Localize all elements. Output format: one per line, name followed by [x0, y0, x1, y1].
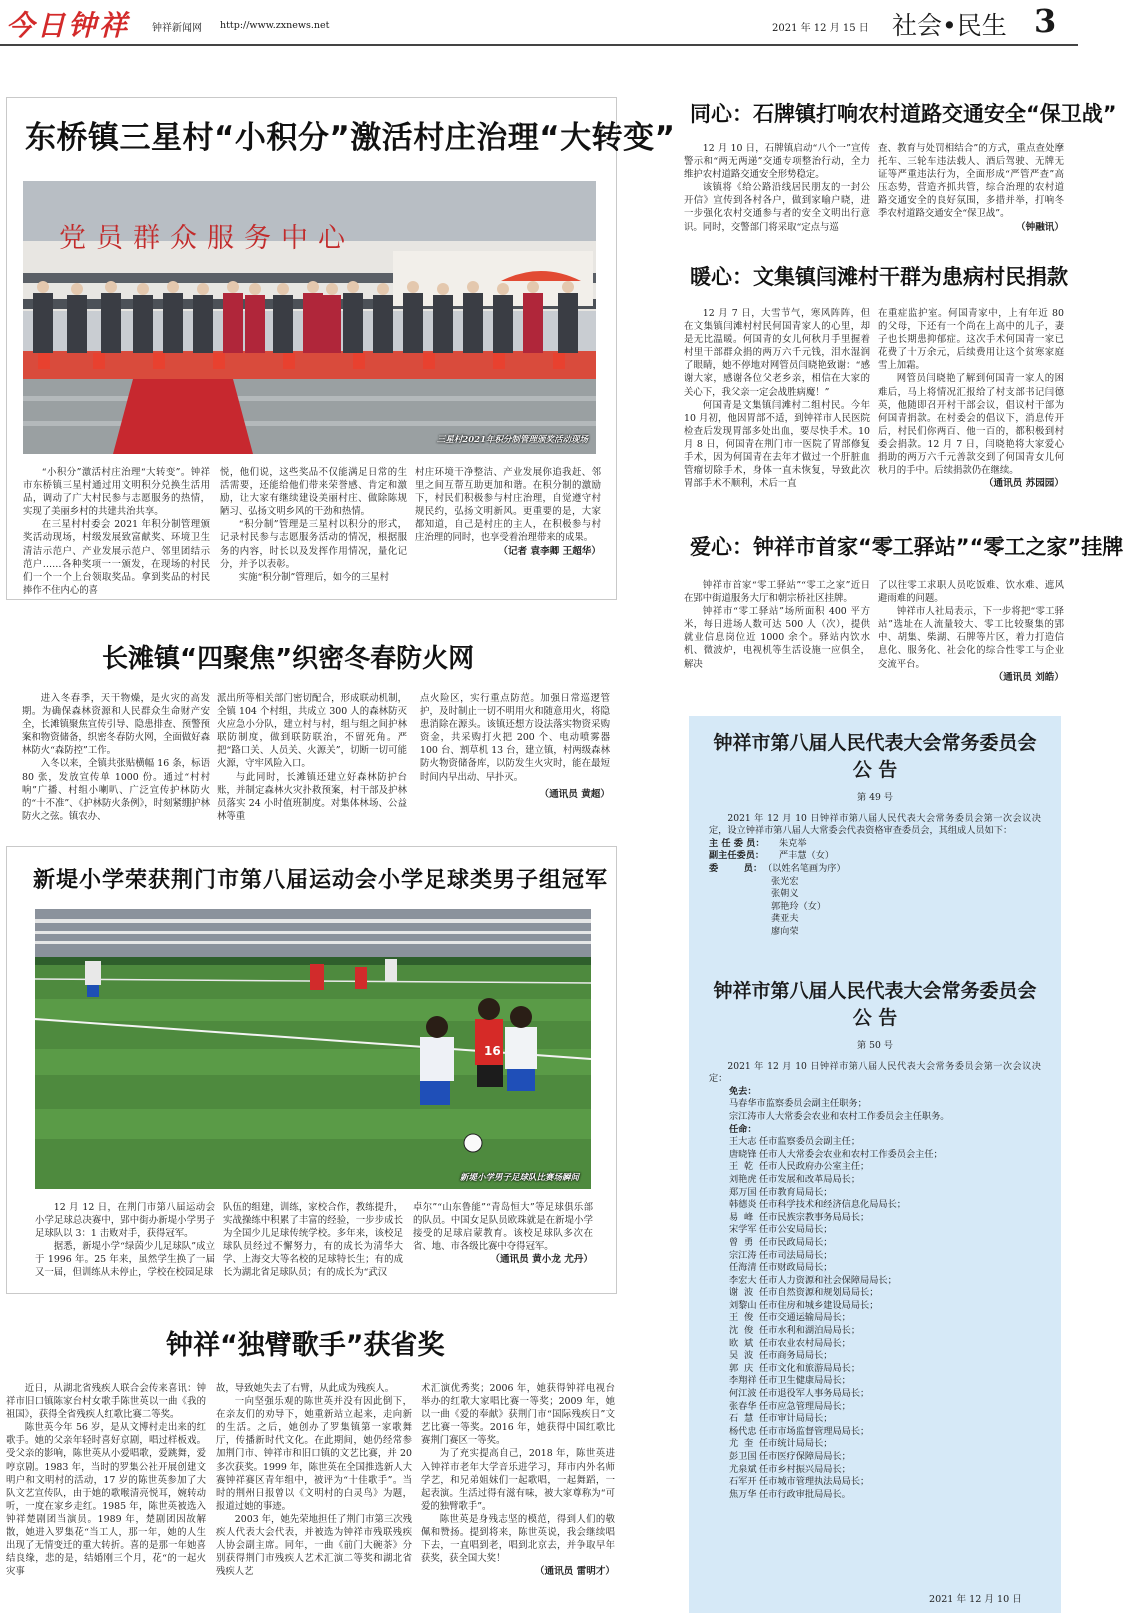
article-col-2 — [223, 1201, 403, 1283]
article-col-3 — [420, 692, 610, 810]
role-name: 朱克举 — [779, 837, 807, 849]
paragraph: 为了充实提高自己，2018 年，陈世英进入钟祥市老年大学音乐进学习，拜市内外名师学艺，和兄弟姐妹们一起歌唱，一起舞蹈，一起表演。生活过得有滋有味，被大家尊称为“可爱的独臂歌手”。 — [421, 1448, 615, 1512]
paragraph: 入冬以来，全镇共张贴横幅 16 条，标语 80 张，发放宣传单 1000 份。通过“村村响”广播、村组小喇叭、广泛宣传护林防火的“十不准”、《护林防火条例》，时刻紧绷护林防火之弦。镇农办、 — [22, 758, 210, 822]
appointment-row — [729, 1149, 1041, 1162]
appointment-row — [729, 1224, 1041, 1237]
appointee-name: 唐晓锋 — [729, 1148, 757, 1160]
appointment-row — [729, 1489, 1041, 1502]
page-number: 3 — [1034, 2, 1057, 40]
appointment-row — [729, 1161, 1041, 1174]
member-name: 张朝义 — [771, 888, 799, 900]
member-name: 张光宏 — [771, 875, 799, 887]
official-notices-panel — [689, 716, 1061, 1613]
role-name: 严丰慧（女） — [779, 850, 835, 862]
appointee-name: 任海清 — [729, 1262, 757, 1274]
appointment-row — [729, 1476, 1041, 1489]
article-col-2 — [878, 579, 1064, 681]
appointee-name: 李翔祥 — [729, 1375, 757, 1387]
notice-body: 2021 年 12 月 10 日钟祥市第八届人民代表大会常务委员会第一次会议决定： — [709, 1060, 1041, 1085]
appointee-name: 焦万华 — [729, 1488, 757, 1500]
removal-item: 宗江涛市人大常委会农业和农村工作委员会主任职务。 — [729, 1110, 950, 1122]
appointment-row — [729, 1300, 1041, 1313]
appointment-row — [729, 1413, 1041, 1426]
section-name: 社会•民生 — [892, 11, 1007, 40]
appointment-row — [729, 1287, 1041, 1300]
award-ceremony-image — [23, 181, 596, 454]
paragraph: 与此同时，长滩镇还建立好森林防护台账，并制定森林火灾扑救预案，村干部及护林员落实 24 小时值班制度。对集体林场、公益林等重 — [217, 771, 407, 822]
role-row — [709, 863, 1041, 876]
byline: （通讯员 黄超） — [539, 788, 610, 800]
paragraph: 陈世英今年 56 岁，是从文博村走出来的红歌手。她的父亲年轻时喜好京剧，唱过样板戏。受父亲的影响，陈世英从小爱唱歌，爱跳舞，爱哼京剧。1983 年，当时的罗集公社开展创建文明户和文明村的活动，17 岁的陈世英参加了大队文艺宣传队，由于她的歌喉清亮悦耳，婉转动听，一度在家乡走红。1985 年，陈世英被选入钟祥楚剧团当演员。1989 年，楚剧团因故解散，她进入罗集花“当工人，那一年，她的人生出现了无情变迁的重大转折。喜的是那一年她喜结良缘，悲的是，结婚刚三个月，花“的一起火灾事 — [6, 1422, 206, 1578]
jersey-number: 16 — [484, 1044, 501, 1058]
paragraph: 12 月 12 日，在荆门市第八届运动会小学足球总决赛中，郢中街办新堤小学男子足球队以 3：1 击败对手，获得冠军。 — [35, 1202, 215, 1240]
notice-body: 2021 年 12 月 10 日钟祥市第八届人民代表大会常务委员会第一次会议决定，设立钟祥市第八届人大常委会代表资格审查委员会，其组成人员如下： — [709, 812, 1041, 837]
appointee-name: 欧 斌 — [729, 1337, 754, 1349]
appointee-position: 任市市场监督管理局局长； — [759, 1425, 870, 1437]
paragraph: 卓尔”“山东鲁能”“青岛恒大”等足球俱乐部的队员。中国女足队员欧珠就是在新堤小学接受的足球启蒙教育。该校足球队多次在省、地、市各级比赛中夺得冠军。 — [413, 1202, 593, 1253]
appointment-row — [729, 1262, 1041, 1275]
appointment-row — [729, 1212, 1041, 1225]
appointee-position: 任市科学技术和经济信息化局局长； — [759, 1199, 906, 1211]
appointee-name: 尤泉斌 — [729, 1463, 757, 1475]
appointment-row — [729, 1312, 1041, 1325]
paragraph: 术汇演优秀奖；2006 年，她获得钟祥电视台举办的红歌大家唱比赛一等奖；2009 年，她以一曲《爱的奉献》获荆门市“国际残疾日”文艺比赛一等奖。2016 年，她获得中国红歌比赛荆门赛区一等奖。 — [421, 1383, 615, 1447]
byline: （通讯员 苏园园） — [983, 478, 1064, 490]
role-label: 委 员： — [709, 862, 763, 874]
appointment-row — [729, 1375, 1041, 1388]
paragraph: 在重症监护室。何国青家中，上有年近 80 的父母，下还有一个尚在上高中的儿子，妻子也长期患抑郁症。这次手术何国青一家已花费了十万余元，后续费用让这个贫寒家庭雪上加霜。 — [878, 308, 1064, 372]
appointee-name: 刘艳虎 — [729, 1173, 757, 1185]
appointee-position: 任市自然资源和规划局局长； — [759, 1287, 879, 1299]
appointee-name: 石军开 — [729, 1476, 757, 1488]
appointee-position: 任市文化和旅游局局长； — [759, 1362, 861, 1374]
appointment-row — [729, 1350, 1041, 1363]
appointee-name: 石 慧 — [729, 1413, 754, 1425]
notice-title: 钟祥市第八届人民代表大会常务委员会 — [713, 980, 1037, 1002]
appointee-name: 李宏大 — [729, 1274, 757, 1286]
appointee-position: 任市审计局局长； — [759, 1413, 833, 1425]
appointee-name: 刘黎山 — [729, 1299, 757, 1311]
paragraph: “小积分”激活村庄治理“大转变”。钟祥市东桥镇三星村通过用文明积分兑换生活用品，调动了广大村民参与志愿服务的热情，实现了美丽乡村的共建共治共享。 — [23, 467, 210, 518]
article-col-2 — [217, 692, 407, 822]
article-col-3 — [415, 466, 601, 584]
appointment-row — [729, 1464, 1041, 1477]
byline: （通讯员 黄小龙 尤丹） — [490, 1254, 593, 1266]
paragraph: 2003 年，她先荣地担任了荆门市第三次残疾人代表大会代表，并被选为钟祥市残联残疾人协会副主席。同年，一曲《前门大碗茶》分别获得荆门市残疾人艺术汇演二等奖和湖北省残疾人艺 — [216, 1513, 412, 1578]
appointee-position: 任市卫生健康局局长； — [759, 1375, 851, 1387]
appointee-name: 王 俊 — [729, 1312, 754, 1324]
appointee-position: 任市水利和湖泊局局长； — [759, 1325, 861, 1337]
paragraph: 钟祥市“零工驿站”场所面积 400 平方米，每日进场人数可达 500 人（次），提供就业信息岗位近 1000 余个。驿站内饮水机、微波炉，电视机等生活设施一应俱全，解决 — [684, 606, 870, 670]
appointee-name: 宗江涛 — [729, 1249, 757, 1261]
appoint-label: 任命： — [729, 1123, 757, 1135]
appointment-row — [729, 1136, 1041, 1149]
notice-49 — [689, 730, 1061, 939]
appointment-row — [729, 1363, 1041, 1376]
paragraph: 点火险区，实行重点防范。加强日常巡逻管护，及时制止一切不明用火和随意用火，将隐患消除在源头。该镇还想方设法落实物资采购资金，共采购打火把 200 个、电动喷雾器 100 台、割草机 13 台，建立镇，村两级森林防火物资储备库，以防发生火灾时，能在最短时间内早出动、早扑灭。 — [420, 693, 610, 783]
article-sanxing-village — [6, 97, 676, 600]
appointee-position: 任市行政审批局局长。 — [759, 1488, 851, 1500]
byline: （钟融讯） — [1016, 221, 1064, 233]
article-onearm-singer — [6, 1310, 617, 1620]
paragraph: 何国青是文集镇闫滩村二组村民。今年 10 月初，他因胃部不适，到钟祥市人民医院检查后发现胃部多处出血，要尽快手术。10 月 8 日，何国青在荆门市一医院了胃部修复手术，因为何国青在去年才做过一个肝脏血管瘤切除手术，身体一直未恢复，导致此次胃部手术不顺利，术后一直 — [684, 399, 870, 490]
appointee-position: 任市人力资源和社会保障局局长； — [759, 1274, 897, 1286]
paragraph: 12 月 7 日，大雪节气，寒风阵阵，但在文集镇闫滩村村民何国青家人的心里，却是无比温暖。何国青的女儿何秋月手里握着村里干部群众捐的两万六千元钱，泪水湿润了眼睛，她不停地对网管员闫晓艳致谢：“感谢大家，感谢各位父老乡亲，相信在大家的关心下，我父亲一定会战胜病魔！” — [684, 308, 870, 398]
appointment-row — [729, 1275, 1041, 1288]
byline: （记者 袁李卿 王超华） — [498, 545, 601, 557]
appointee-position: 任市财政局局长； — [759, 1262, 833, 1274]
member-name: 龚亚夫 — [771, 913, 799, 925]
appointee-position: 任市民政局局长； — [759, 1236, 833, 1248]
appointment-row — [729, 1187, 1041, 1200]
paragraph: 进入冬春季，天干物燥，是火灾的高发期。为确保森林资源和人民群众生命财产安全，长滩镇聚焦宣传引导、隐患排查、预警预案和物资储备，织密冬春防火网，全面做好森林防火“森防控”工作。 — [22, 693, 210, 757]
issue-date: 2021 年 12 月 15 日 — [772, 23, 869, 34]
appointee-position: 任市人大常委会农业和农村工作委员会主任； — [759, 1148, 943, 1160]
appointee-position: 任市民族宗教事务局局长； — [759, 1211, 870, 1223]
appointee-position: 任市退役军人事务局局长； — [759, 1388, 870, 1400]
notice-50 — [689, 978, 1061, 1501]
appointee-position: 任市住房和城乡建设局局长； — [759, 1299, 879, 1311]
notice-subtitle: 公 告 — [852, 1007, 898, 1029]
building-banner-text: 党员群众服务中心 — [59, 223, 355, 254]
appointee-position: 任市医疗保障局局长； — [759, 1451, 851, 1462]
notice-date: 2021 年 12 月 10 日 — [929, 1594, 1022, 1605]
paragraph: 村庄环境干净整洁、产业发展你追我赶、邻里之间互帮互助更加和谐。在积分制的激励下，村民们积极参与村庄治理，自觉遵守村规民约，弘扬文明新风。更重要的是，大家都知道，自己是村庄的主人，在积极参与村庄治理的同时，也享受着治理带来的成果。 — [415, 467, 601, 544]
article-col-2 — [878, 307, 1064, 507]
article-col-2 — [216, 1382, 412, 1618]
article-col-1 — [684, 307, 870, 507]
appointee-name: 沈 俊 — [729, 1325, 754, 1337]
paragraph: 悦，他们说，这些奖品不仅能满足日常的生活需要，还能给他们带来荣誉感、肯定和激励，让大家有继续建设美丽村庄、做除陈规陋习、弘扬文明乡风的干劲和热情。 — [220, 467, 407, 518]
appointee-name: 王 乾 — [729, 1161, 754, 1173]
member-name: 郭艳玲（女） — [771, 900, 827, 912]
appointee-name: 杨代忠 — [729, 1425, 757, 1437]
paragraph: 钟祥市人社局表示，下一步将把“零工驿站”选址在人流量较大、零工比较聚集的郢中、胡集、柴湖、石牌等片区，着力打造信息化、服务化、社会化的综合性零工与企业交流平台。 — [878, 606, 1064, 670]
appointee-name: 郑万国 — [729, 1186, 757, 1198]
appointee-name: 曾 勇 — [729, 1236, 754, 1248]
article-title: 钟祥“独臂歌手”获省奖 — [166, 1330, 445, 1361]
appointee-position: 任市农业农村局局长； — [759, 1337, 851, 1349]
paragraph: 陈世英是身残志坚的模范，得到人们的敬佩和赞扬。提到将来，陈世英说，我会继续唱下去，一直唱到老，唱到北京去，并争取早年获奖，获全国大奖！ — [421, 1513, 615, 1565]
appointee-name: 宋学军 — [729, 1224, 757, 1236]
article-col-1 — [684, 579, 870, 681]
football-match-image — [35, 909, 591, 1189]
notice-number: 第 49 号 — [857, 792, 893, 803]
byline: （通讯员 刘皓） — [993, 671, 1064, 683]
role-row — [709, 850, 1041, 863]
appointee-position: 任市监察委员会副主任； — [759, 1136, 861, 1148]
appointment-row — [729, 1174, 1041, 1187]
article-col-1 — [22, 692, 210, 822]
appointee-position: 任市人民政府办公室主任； — [759, 1161, 870, 1173]
committee-roles — [709, 838, 1041, 939]
appointee-position: 任市交通运输局局长； — [759, 1312, 851, 1324]
removal-item: 马春华市监察委员会副主任职务； — [729, 1098, 867, 1110]
notice-subtitle: 公 告 — [852, 759, 898, 781]
appointment-row — [729, 1451, 1041, 1464]
paragraph: 网管员闫晓艳了解到何国青一家人的困难后，马上将情况汇报给了村支部书记闫德英，他随即召开村干部会议，倡议村干部为何国青捐款。在村委会的倡议下，消息传开后，村民们你两百、他一百的，都积极到村委会捐款。12 月 7 日，闫晓艳将大家爱心捐助的两万六千元善款交到了何国青女儿何秋月的手中。后续捐款仍在继续。 — [878, 373, 1064, 477]
appointment-row — [729, 1426, 1041, 1439]
appointment-row — [729, 1338, 1041, 1351]
notice-title: 钟祥市第八届人民代表大会常务委员会 — [713, 732, 1037, 754]
appointment-row — [729, 1199, 1041, 1212]
appointment-row — [729, 1250, 1041, 1263]
site-url[interactable]: http://www.zxnews.net — [220, 20, 330, 31]
appointee-position: 任市司法局局长； — [759, 1249, 833, 1261]
site-name: 钟祥新闻网 — [152, 23, 202, 34]
appointee-position: 任市发展和改革局局长； — [759, 1173, 861, 1185]
paragraph: “积分制”管理是三星村以积分的形式，记录村民参与志愿服务活动的情况，根据服务的内容，时长以及发挥作用情况，量化记分，并予以表彰。 — [220, 519, 407, 570]
paragraph: 派出所等相关部门密切配合，形成联动机制，全镇 104 个村组，共成立 300 人的森林防灭火应急小分队，建立村与村，组与组之间护林联防制度，做到联防联治，不留死角。严把“路口关、人员关、火源关”，切断一切可能火源，守牢风险入口。 — [217, 693, 407, 770]
article-title: 长滩镇“四聚焦”织密冬春防火网 — [102, 644, 475, 674]
article-col-2 — [220, 466, 407, 584]
article-col-1 — [23, 466, 210, 596]
article-col-2 — [878, 142, 1064, 242]
appointee-name: 张春华 — [729, 1400, 757, 1412]
appointee-name: 王大志 — [729, 1136, 757, 1148]
award-ceremony-photo — [23, 181, 596, 454]
article-xindi-football — [6, 846, 617, 1294]
byline: （通讯员 雷明才） — [534, 1566, 615, 1578]
appointee-position: 任市城市管理执法局局长； — [759, 1476, 870, 1488]
paragraph: 实施“积分制”管理后，如今的三星村 — [238, 571, 390, 583]
appointee-name: 吴 波 — [729, 1350, 754, 1362]
appointment-row — [729, 1237, 1041, 1250]
appointee-position: 任市教育局局长； — [759, 1186, 833, 1198]
article-col-1 — [684, 142, 870, 242]
paragraph: 一向坚强乐观的陈世英并没有因此倒下，在亲友们的劝导下，她重新站立起来，走向新的生活。之后，她创办了罗集镇第一家歌舞厅，传播新时代文化。在此期间，她仍经常参加荆门市、钟祥市和旧口镇的文艺比赛，并 20 多次获奖。1999 年，陈世英在全国推选新人大赛钟祥赛区青年组中，被评为“十佳歌手”。当时的荆州日报曾以《文明村的白灵鸟》为题，报道过她的事迹。 — [216, 1396, 412, 1512]
appointee-name: 郭 庆 — [729, 1362, 754, 1374]
article-title: 暖心：文集镇闫滩村干群为患病村民捐款 — [690, 265, 1068, 289]
article-shipai-traffic — [684, 90, 1117, 245]
appointee-name: 尤 奎 — [729, 1438, 754, 1450]
article-col-1 — [35, 1201, 215, 1283]
masthead — [0, 0, 1078, 46]
appointee-position: 任市商务局局长； — [759, 1350, 833, 1362]
newspaper-logo: 今日钟祥 — [6, 9, 131, 42]
appointee-name: 韩德炎 — [729, 1199, 757, 1211]
appointee-position: 任市公安局局长； — [759, 1224, 833, 1236]
appointee-position: 任市应急管理局局长； — [759, 1400, 851, 1412]
appointee-position: 任市统计局局长； — [759, 1438, 833, 1450]
paragraph: 队伍的组建，训练，家校合作，教练提升，实战操练中积累了丰富的经验，一步步成长为全国少儿足球传统学校。多年来，该校足球队员经过不懈努力，有的成长为清华大学、上海交大等名校的足球特长生；有的成长为湖北省足球队员；有的成长为“武汉 — [223, 1202, 403, 1279]
photo-caption: 三星村2021年积分制管理颁奖活动现场 — [436, 435, 588, 445]
article-col-3 — [413, 1201, 593, 1283]
paragraph: 钟祥市首家“零工驿站”“零工之家”近日在郢中街道服务大厅和朝宗桥社区挂牌。 — [684, 580, 870, 605]
paragraph: 12 月 10 日，石牌镇启动“八个一”宣传警示和“两无两递”交通专项整治行动，全力维护农村道路交通安全形势稳定。 — [684, 143, 870, 181]
article-title: 同心：石牌镇打响农村道路交通安全“保卫战” — [690, 102, 1117, 126]
paragraph: 该镇将《给公路沿线居民朋友的一封公开信》宣传到各村各户，做到家喻户晓，进一步强化农村交通参与者的安全文明出行意识。同时，交警部门将采取“定点与巡 — [684, 182, 870, 233]
role-label: 副主任委员： — [709, 850, 765, 862]
paragraph: 故，导致她失去了右臂，从此成为残疾人。 — [216, 1383, 395, 1394]
role-name: （以姓名笔画为序） — [763, 862, 846, 874]
article-title: 爱心：钟祥市首家“零工驿站”“零工之家”挂牌 — [690, 535, 1123, 559]
paragraph: 据悉，新堤小学“绿茵少儿足球队”成立于 1996 年。25 年来，虽然学生换了一届又一届，但训练从未停止，学校在校园足球 — [35, 1241, 215, 1279]
appointee-position: 任市乡村振兴局局长； — [759, 1463, 851, 1475]
article-changtan-fire — [6, 628, 617, 828]
article-col-1 — [6, 1382, 206, 1618]
notice-number: 第 50 号 — [857, 1040, 893, 1051]
appointee-name: 何江波 — [729, 1388, 757, 1400]
appointment-row — [729, 1401, 1041, 1414]
role-row — [709, 838, 1041, 851]
paragraph: 查、教育与处罚相结合”的方式，重点查处摩托车、三轮车违法载人、酒后驾驶、无牌无证等严重违法行为，全面形成“严管严查”高压态势，营造齐抓共管，综合治理的农村道路交通安全的良好氛围，多措并举，打响冬季农村道路交通安全“保卫战”。 — [878, 143, 1064, 220]
appointee-name: 彭卫国 — [729, 1451, 757, 1462]
appointment-list — [729, 1136, 1041, 1501]
article-title: 东桥镇三星村“小积分”激活村庄治理“大转变” — [25, 120, 676, 156]
appointee-name: 易 峰 — [729, 1211, 754, 1223]
article-odd-job-station — [684, 523, 1123, 683]
appointment-row — [729, 1438, 1041, 1451]
article-col-3 — [421, 1382, 615, 1618]
article-wenji-donation — [684, 255, 1068, 509]
football-match-photo — [35, 909, 591, 1189]
removal-label: 免去： — [729, 1085, 757, 1097]
paragraph: 近日，从湖北省残疾人联合会传来喜讯：钟祥市旧口镇陈家台村女歌手陈世英以一曲《我的祖国》，获得全省残疾人红歌比赛二等奖。 — [6, 1383, 206, 1421]
role-label: 主 任 委 员： — [709, 837, 765, 849]
photo-caption: 新堤小学男子足球队比赛场瞬间 — [459, 1173, 579, 1183]
appointment-row — [729, 1325, 1041, 1338]
member-name: 廖向荣 — [771, 925, 799, 937]
paragraph: 在三星村村委会 2021 年积分制管理颁奖活动现场，村级发展致富献奖、环境卫生清洁示范户、产业发展示范户、邻里团结示范户……各种奖项一一颁发，在现场的村民们一个一个上台领取奖品。拿到奖品的村民捧作不住内心的喜 — [23, 519, 210, 596]
appointee-name: 谢 波 — [729, 1287, 754, 1299]
appointment-row — [729, 1388, 1041, 1401]
paragraph: 了以往零工求职人员吃饭难、饮水难、遮风避雨难的问题。 — [878, 580, 1064, 605]
article-title: 新堤小学荣获荆门市第八届运动会小学足球类男子组冠军 — [33, 867, 609, 893]
